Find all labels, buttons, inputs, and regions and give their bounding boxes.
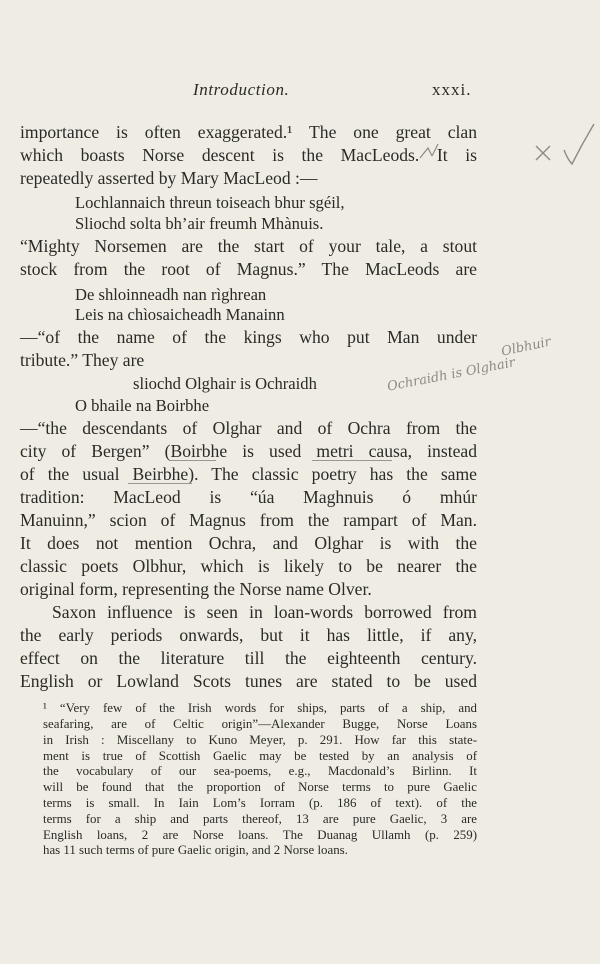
text-line: stock from the root of Magnus.” The MacLeods are — [20, 259, 477, 279]
text-line: which boasts Norse descent is the MacLeods. It is — [20, 145, 477, 165]
text-line: tribute.” They are — [20, 350, 145, 370]
text-line: “Mighty Norsemen are the start of your tale, a stout — [20, 236, 477, 256]
footnote-line: has 11 such terms of pure Gaelic origin, and 2 Norse loans. — [43, 843, 348, 857]
verse-line: De shloinneadh nan rìghrean — [75, 285, 267, 304]
pencil-check-mark-icon — [528, 120, 598, 170]
page-header — [0, 80, 600, 102]
text-line: of the usual Beirbhe). The classic poetry has the same — [20, 464, 477, 484]
running-title: Introduction. — [193, 80, 290, 99]
margin-note-olbhuir: Olbhuir — [500, 334, 553, 360]
text-line: —“the descendants of Olghar and of Ochra from the — [20, 418, 477, 438]
footnote-line: in Irish : Miscellany to Kuno Meyer, p. 291. How far this state- — [43, 733, 477, 747]
text-line: tradition: MacLeod is “úa Maghnuis ó mhúr — [20, 487, 477, 507]
text-line: Manuinn,” scion of Magnus from the rampart of Man. — [20, 510, 477, 530]
margin-note-ochraidh: Ochraidh is Olghair — [386, 355, 517, 395]
footnote-line: seafaring, are of Celtic origin”—Alexander Bugge, Norse Loans — [43, 717, 477, 731]
footnote-line: terms for a ship and parts thereof, 13 are pure Gaelic, 3 are — [43, 812, 477, 826]
footnote-line: English loans, 2 are Norse loans. The Duanag Ullamh (p. 259) — [43, 828, 477, 842]
text-line: English or Lowland Scots tunes are stated to be used — [20, 671, 477, 691]
pencil-caret-mark-icon — [418, 142, 440, 162]
pencil-underline — [312, 460, 392, 461]
text-line: importance is often exaggerated.¹ The one great clan — [20, 122, 477, 142]
verse-line: Lochlannaich threun toiseach bhur sgéil, — [75, 193, 345, 212]
text-line: effect on the literature till the eighteenth century. — [20, 648, 477, 668]
verse-line: Leis na chìosaicheadh Manainn — [75, 305, 285, 324]
verse-line: O bhaile na Boirbhe — [75, 396, 210, 415]
page-number: xxxi. — [432, 80, 472, 99]
text-line: city of Bergen” (Boirbhe is used metri causa, instead — [20, 441, 477, 461]
footnote-line: ¹ “Very few of the Irish words for ships, parts of a ship, and — [43, 701, 477, 715]
text-line: classic poets Olbhur, which is likely to be nearer the — [20, 556, 477, 576]
text-line: the early periods onwards, but it has little, if any, — [20, 625, 477, 645]
footnote-line: ment is true of Scottish Gaelic may be tested by an analysis of — [43, 749, 477, 763]
text-line: repeatedly asserted by Mary MacLeod :— — [20, 168, 318, 188]
text-line: original form, representing the Norse name Olver. — [20, 579, 372, 599]
footnote-line: the vocabulary of our sea-poems, e.g., Macdonald’s Birlinn. It — [43, 764, 477, 778]
verse-line: sliochd Olghair is Ochraidh — [133, 374, 317, 393]
pencil-underline — [128, 483, 192, 484]
footnote-line: will be found that the proportion of Norse terms to pure Gaelic — [43, 780, 477, 794]
text-line: Saxon influence is seen in loan-words borrowed from — [52, 602, 477, 622]
verse-line: Sliochd solta bh’air freumh Mhànuis. — [75, 214, 324, 233]
text-line: —“of the name of the kings who put Man under — [20, 327, 477, 347]
footnote-line: terms is small. In Iain Lom’s Iorram (p. 186 of text). of the — [43, 796, 477, 810]
pencil-underline — [170, 460, 216, 461]
text-line: It does not mention Ochra, and Olghar is with the — [20, 533, 477, 553]
